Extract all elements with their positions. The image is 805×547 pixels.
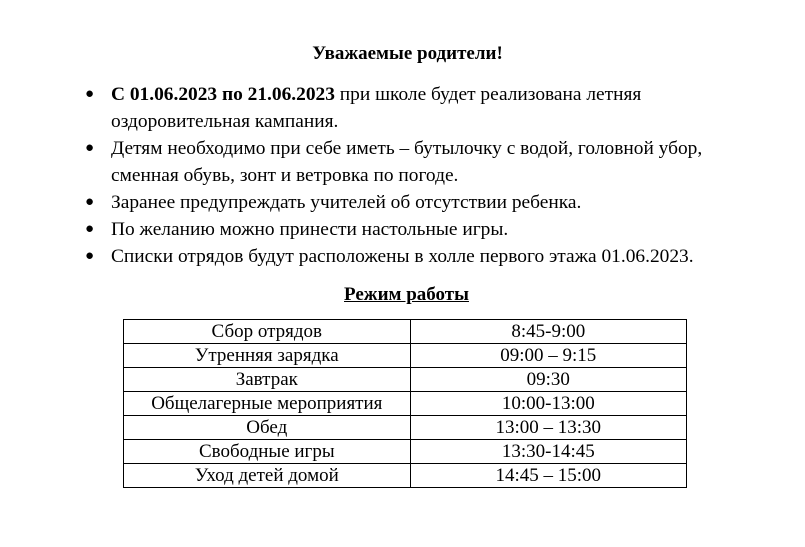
bullet-item: [84, 216, 774, 243]
schedule-table: [123, 319, 687, 488]
time-cell: 13:30-14:45: [410, 440, 686, 464]
time-cell: 14:45 – 15:00: [410, 464, 686, 488]
table-row: [124, 464, 687, 488]
table-row: [124, 416, 687, 440]
time-cell: 10:00-13:00: [410, 392, 686, 416]
table-row: [124, 440, 687, 464]
activity-cell: Уход детей домой: [124, 464, 411, 488]
time-cell: 09:30: [410, 368, 686, 392]
bullet-bold-dates: С 01.06.2023 по 21.06.2023: [111, 84, 335, 105]
bullet-item: [84, 81, 774, 135]
table-row: [124, 320, 687, 344]
schedule-title: Режим работы: [344, 284, 469, 305]
bullet-text: Списки отрядов будут расположены в холле первого этажа 01.06.2023.: [111, 246, 694, 267]
table-row: [124, 368, 687, 392]
bullet-text: По желанию можно принести настольные игры.: [111, 219, 509, 240]
bullet-text: Детям необходимо при себе иметь – бутылочку с водой, головной убор, сменная обувь, зонт и ветровка по погоде.: [111, 138, 703, 186]
notice-bullet-list: [84, 81, 774, 270]
time-cell: 13:00 – 13:30: [410, 416, 686, 440]
table-row: [124, 392, 687, 416]
activity-cell: Свободные игры: [124, 440, 411, 464]
time-cell: 8:45-9:00: [410, 320, 686, 344]
bullet-item: [84, 189, 774, 216]
bullet-dot-icon: ●: [85, 140, 95, 156]
activity-cell: Обед: [124, 416, 411, 440]
activity-cell: Утренняя зарядка: [124, 344, 411, 368]
bullet-dot-icon: ●: [85, 248, 95, 264]
notice-title: Уважаемые родители!: [312, 43, 503, 64]
bullet-text: при школе будет реализована летняя оздоровительная кампания.: [111, 84, 642, 132]
table-row: [124, 344, 687, 368]
bullet-item: [84, 135, 774, 189]
activity-cell: Сбор отрядов: [124, 320, 411, 344]
bullet-dot-icon: ●: [85, 194, 95, 210]
time-cell: 09:00 – 9:15: [410, 344, 686, 368]
bullet-dot-icon: ●: [85, 86, 95, 102]
activity-cell: Завтрак: [124, 368, 411, 392]
activity-cell: Общелагерные мероприятия: [124, 392, 411, 416]
bullet-item: [84, 243, 774, 270]
bullet-dot-icon: ●: [85, 221, 95, 237]
bullet-text: Заранее предупреждать учителей об отсутствии ребенка.: [111, 192, 582, 213]
